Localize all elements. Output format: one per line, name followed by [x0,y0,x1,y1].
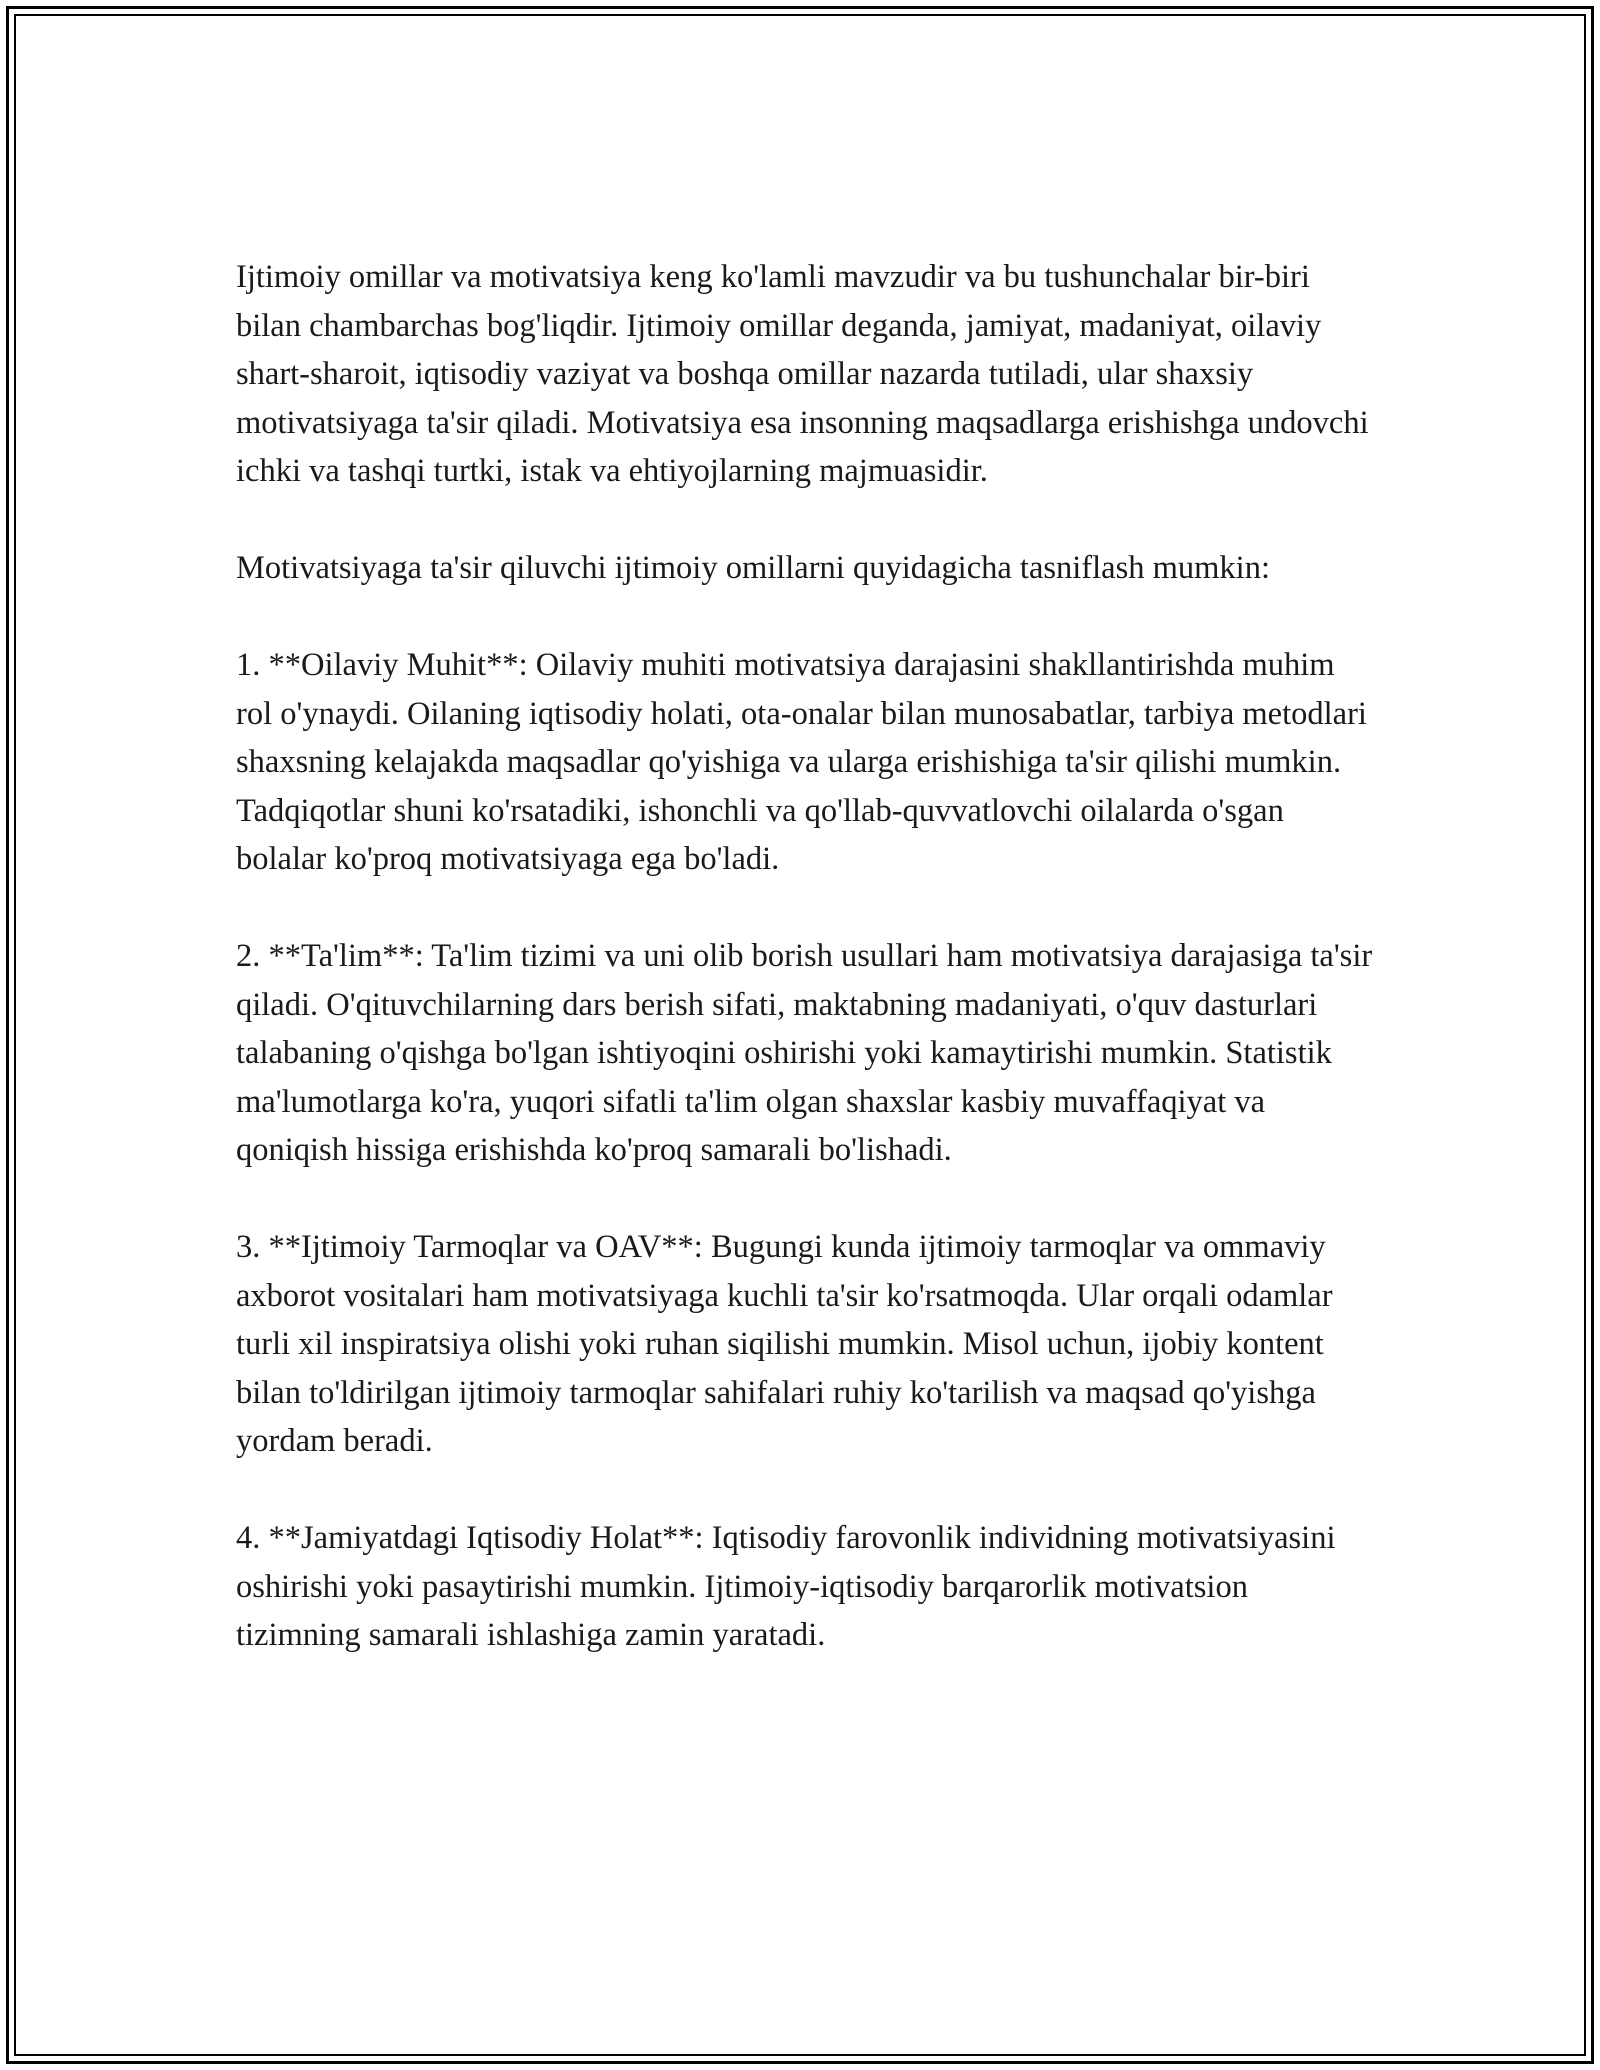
list-item-economic-situation: 4. **Jamiyatdagi Iqtisodiy Holat**: Iqtisodiy farovonlik individning motivatsiyasini oshirishi yoki pasaytirishi mumkin. Ijtimoiy-iqtisodiy barqarorlik motivatsion tizimning samarali ishlashiga zamin yaratadi. [236,1520,1336,1653]
document-body [236,253,1376,1660]
list-item-family-environment: 1. **Oilaviy Muhit**: Oilaviy muhiti motivatsiya darajasini shakllantirishda muhim rol o'ynaydi. Oilaning iqtisodiy holati, ota-onalar bilan munosabatlar, tarbiya metodlari shaxsning kelajakda maqsadlar qo'yishiga va ularga erishishiga ta'sir qilishi mumkin. Tadqiqotlar shuni ko'rsatadiki, ishonchli va qo'llab-quvvatlovchi oilalarda o'sgan bolalar ko'proq motivatsiyaga ega bo'ladi. [236,647,1367,877]
intro-paragraph: Ijtimoiy omillar va motivatsiya keng ko'lamli mavzudir va bu tushunchalar bir-biri bilan chambarchas bog'liqdir. Ijtimoiy omillar deganda, jamiyat, madaniyat, oilaviy shart-sharoit, iqtisodiy vaziyat va boshqa omillar nazarda tutiladi, ular shaxsiy motivatsiyaga ta'sir qiladi. Motivatsiya esa insonning maqsadlarga erishishga undovchi ichki va tashqi turtki, istak va ehtiyojlarning majmuasidir. [236,259,1369,489]
list-item-social-networks-media: 3. **Ijtimoiy Tarmoqlar va OAV**: Bugungi kunda ijtimoiy tarmoqlar va ommaviy axborot vositalari ham motivatsiyaga kuchli ta'sir ko'rsatmoqda. Ular orqali odamlar turli xil inspiratsiya olishi yoki ruhan siqilishi mumkin. Misol uchun, ijobiy kontent bilan to'ldirilgan ijtimoiy tarmoqlar sahifalari ruhiy ko'tarilish va maqsad qo'yishga yordam beradi. [236,1229,1333,1459]
list-item-education: 2. **Ta'lim**: Ta'lim tizimi va uni olib borish usullari ham motivatsiya darajasiga ta'sir qiladi. O'qituvchilarning dars berish sifati, maktabning madaniyati, o'quv dasturlari talabaning o'qishga bo'lgan ishtiyoqini oshirishi yoki kamaytirishi mumkin. Statistik ma'lumotlarga ko'ra, yuqori sifatli ta'lim olgan shaxslar kasbiy muvaffaqiyat va qoniqish hissiga erishishda ko'proq samarali bo'lishadi. [236,938,1373,1168]
classification-paragraph: Motivatsiyaga ta'sir qiluvchi ijtimoiy omillarni quyidagicha tasniflash mumkin: [236,550,1270,586]
